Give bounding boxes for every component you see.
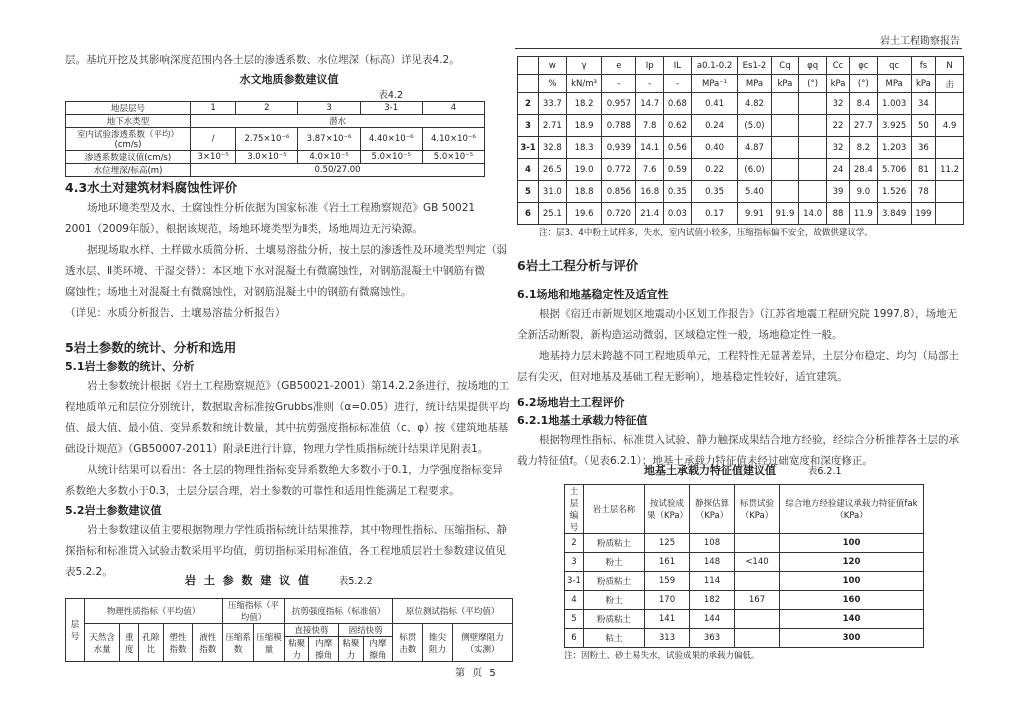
section-5 [65,338,513,583]
table-cell: 0.35 [691,181,738,203]
table-cell: kN/m³ [566,75,602,93]
table-row [518,137,964,159]
table-cell: IL [664,57,692,75]
table-cell: N [936,57,964,75]
table-row [66,115,485,128]
table-cell: 0.41 [691,93,738,115]
table-cell: 水位埋深/标高(m) [66,164,191,177]
table-cell [936,203,964,225]
table-cell: 渗透系数建议值(cm/s) [66,151,191,164]
table-cell: 3.849 [877,203,911,225]
table-row [518,203,964,225]
table-row [66,164,485,177]
table-cell: 32.8 [539,137,567,159]
table-cell [936,93,964,115]
paragraph: 岩土参数统计根据《岩土工程勘察规范》（GB50021-2001）第14.2.2条进行，按场地的工程地质单元和层位分别统计，数据取舍标准按Grubbs准则（α=0.05）进行，统计结果提供平均值、最大值、最小值、变异系数和统计数量，其中抗剪强度指标标准值（c、φ）按《建筑地基基础设计规范》（GB50007-2011）附录E进行计算，物理力学性质指标统计结果详见附表1。 [65,380,510,455]
table-cell [799,93,827,115]
table-cell: 6 [518,203,539,225]
table-cell: 120 [780,553,924,572]
paragraph: 透水层、Ⅱ类环境、干湿交替）：本区地下水对混凝土有微腐蚀性，对钢筋混凝土中钢筋有微 [65,265,485,277]
table-cell: φq [799,57,827,75]
table-cell: 170 [645,591,690,610]
table-cell: 锥尖阻力 [423,624,453,662]
table-cell: 32 [827,93,850,115]
table-cell: 0.24 [691,115,738,137]
table-cell: 压缩系数 [223,624,254,662]
table-cell: 6 [565,629,584,648]
table-cell: fs [911,57,936,75]
table-cell: 159 [645,572,690,591]
table-cell: 9.91 [738,203,771,225]
table-cell: 167 [735,591,780,610]
table-cell: - [602,75,636,93]
table-cell: 161 [645,553,690,572]
table-cell: 静探估算（KPa） [690,485,735,534]
table-cell: 11.9 [850,203,878,225]
table-cell: 14.7 [636,93,664,115]
table-cell: 78 [911,181,936,203]
table-cell: 0.957 [602,93,636,115]
table-cell: 粉质粘土 [584,534,645,553]
table-cell: 4 [518,159,539,181]
table-row [518,159,964,181]
table-cell: 粘聚力 [339,637,363,662]
table-cell: 天然含水量 [85,624,120,662]
table-cell: 182 [690,591,735,610]
paragraph: 根据《宿迁市新规划区地震动小区划工作报告》（江苏省地震工程研究院 1997.8），场地无全新活动断裂，新构造运动微弱，区域稳定性一般，场地稳定性一般。 [517,308,958,341]
table-cell: 114 [690,572,735,591]
table-cell: 击 [936,75,964,93]
table-cell: 2 [236,102,298,115]
table-cell: 4.0×10⁻⁵ [298,151,360,164]
table-cell: (6.0) [738,159,771,181]
table-cell: 3.925 [877,115,911,137]
table-cell: 18.3 [566,137,602,159]
section-6-2-1-title: 6.2.1地基土承载力特征值 [517,414,648,427]
table-cell: a0.1-0.2 [691,57,738,75]
table-5-2-2-title [65,572,513,588]
table-cell [735,629,780,648]
table-row [565,485,924,534]
table-cell: 地下水类型 [66,115,191,128]
table-4-2-block [65,71,513,177]
table-cell: MPa⁻¹ [691,75,738,93]
table-cell: 100 [780,534,924,553]
table-cell: 4.40×10⁻⁶ [360,128,422,151]
table-cell: 塑性指数 [163,624,193,662]
table-cell: 层号 [66,599,85,662]
table-cell: - [664,75,692,93]
table-cell: 0.939 [602,137,636,159]
intro-line: 层。基坑开挖及其影响深度范围内各土层的渗透系数、水位埋深（标高）详见表4.2。 [65,54,460,66]
table-cell: Es1-2 [738,57,771,75]
table-cell: 300 [780,629,924,648]
table-cell: 100 [780,572,924,591]
table-5-2-2-header [65,598,513,662]
table-4-2-number: 表4.2 [378,90,403,101]
table-5-2-2-block [65,572,513,662]
table-cell: 363 [690,629,735,648]
table-row [565,572,924,591]
table-cell: 标贯击数 [393,624,423,662]
table-cell: 140 [780,610,924,629]
table-cell: 4 [565,591,584,610]
table-cell: 3 [518,115,539,137]
table-cell: Cq [771,57,799,75]
table-6-2-1 [564,484,924,648]
table-cell: 液性指数 [193,624,223,662]
table-cell: 31.0 [539,181,567,203]
table-row [66,624,513,637]
table-cell: 0.40 [691,137,738,159]
table-5-2-2-title-text: 岩 土 参 数 建 议 值 [185,574,311,587]
table-cell: 16.8 [636,181,664,203]
paragraph: 岩土参数建议值主要根据物理力学性质指标统计结果推荐，其中物理性指标、压缩指标、静探指标和标准贯入试验击数采用平均值，剪切指标采用标准值，各工程地质层岩土参数建议值见表5.2.2。 [65,524,507,578]
paragraph: 腐蚀性；场地土对混凝土有微腐蚀性，对钢筋混凝土中的钢筋有微腐蚀性。 [65,286,412,298]
table-6-2-1-body [565,534,924,648]
table-cell: 粘聚力 [284,637,308,662]
table-row [518,75,964,93]
table-cell: 潜水 [191,115,485,128]
paragraph: 据现场取水样、土样做水质简分析、土壤易溶盐分析，按土层的渗透性及环境类型判定（弱 [87,244,507,256]
section-5-title: 5岩土参数的统计、分析和选用 [65,340,237,355]
table-cell: 侧壁摩阻力（实测） [452,624,512,662]
table-cell: 50 [911,115,936,137]
table-cell: / [191,128,236,151]
table-cell: <140 [735,553,780,572]
table-cell: kPa [827,75,850,93]
table-cell: φc [850,57,878,75]
table-cell: 5 [518,181,539,203]
table-cell: 标贯试验（KPa） [735,485,780,534]
table-cell: 4.87 [738,137,771,159]
table-cell: 5.0×10⁻⁵ [360,151,422,164]
table-cell: (°) [850,75,878,93]
table-row [565,591,924,610]
table-cell: 3×10⁻⁵ [191,151,236,164]
table-cell: 0.50/27.00 [191,164,485,177]
table-cell: 32 [827,137,850,159]
table-cell: 21.4 [636,203,664,225]
table-cell: 内摩擦角 [363,637,393,662]
table-cell: 36 [911,137,936,159]
table-cell: w [539,57,567,75]
table-5-2-2-values [517,56,964,225]
table-cell: 固结快剪 [339,624,393,637]
table-cell: 0.720 [602,203,636,225]
table-cell: qc [877,57,911,75]
table-cell: Cc [827,57,850,75]
table-cell: MPa [738,75,771,93]
table-cell: 粘土 [584,629,645,648]
table-cell: MPa [877,75,911,93]
table-cell: 199 [911,203,936,225]
table-cell: 26.5 [539,159,567,181]
table-cell: 0.22 [691,159,738,181]
table-cell: 125 [645,534,690,553]
table-cell: 8.2 [850,137,878,159]
table-cell: 4.82 [738,93,771,115]
table-cell: 81 [911,159,936,181]
table-cell: 5.706 [877,159,911,181]
table-cell: 19.0 [566,159,602,181]
table-cell: 33.7 [539,93,567,115]
table-cell: 5 [565,610,584,629]
table-cell: 0.772 [602,159,636,181]
table-cell [518,75,539,93]
table-cell: 3-1 [360,102,422,115]
table-cell: 3.87×10⁻⁶ [298,128,360,151]
table-cell: 8.4 [850,93,878,115]
table-cell [771,115,799,137]
table-cell: 3.0×10⁻⁵ [236,151,298,164]
table-cell: 88 [827,203,850,225]
table-cell: 内摩擦角 [309,637,339,662]
page-footer: 第 页 5 [455,668,498,679]
table-cell: 18.9 [566,115,602,137]
table-cell: kPa [771,75,799,93]
table-cell: 9.0 [850,181,878,203]
table-cell: 0.03 [664,203,692,225]
table-cell [799,137,827,159]
table-5-2-2-body [518,93,964,225]
table-5-2-2-number: 表5.2.2 [338,576,373,587]
table-cell: 重度 [120,624,139,662]
table-cell: 2.71 [539,115,567,137]
table-cell: 3 [298,102,360,115]
table-cell: 2.75×10⁻⁶ [236,128,298,151]
table-cell: 4.10×10⁻⁶ [422,128,484,151]
table-cell: 4 [422,102,484,115]
table-cell: 0.788 [602,115,636,137]
paragraph: 根据物理性指标、标准贯入试验、静力触探成果结合地方经验，经综合分析推荐各土层的承载力特征值f。（见表6.2.1）；地基土承载力特征值未经过础宽度和深度修正。 [517,434,959,467]
section-6-2-title: 6.2场地岩土工程评价 [517,396,625,409]
section-5-2-title: 5.2岩土参数建议值 [65,504,162,517]
table-cell: 0.35 [664,181,692,203]
table-cell: 2 [565,534,584,553]
section-6-1-title: 6.1场地和地基稳定性及适宜性 [517,288,669,301]
table-cell: 4.9 [936,115,964,137]
table-cell: 土层编号 [565,485,584,534]
table-cell: % [539,75,567,93]
report-header-title: 岩土工程勘察报告 [880,36,960,47]
section-6-title: 6岩土工程分析与评价 [517,258,639,273]
table-cell: 1.203 [877,137,911,159]
table-cell: 地层层号 [66,102,191,115]
table-cell: 0.56 [664,137,692,159]
table-cell: 22 [827,115,850,137]
table-cell: 28.4 [850,159,878,181]
table-cell: 14.1 [636,137,664,159]
table-cell [735,572,780,591]
table-cell: 岩土层名称 [584,485,645,534]
table-cell: 原位测试指标（平均值） [393,599,513,624]
table-cell: 27.7 [850,115,878,137]
paragraph: 2001（2009年版），根据该规范，场地环境类型为Ⅱ类，场地周边无污染源。 [65,223,423,235]
table-6-2-1-title-text: 地基土承载力特征值建议值 [644,464,776,477]
table-row [565,534,924,553]
table-5-2-2-note: 注：层3、4中粉土试样多，失水，室内试值小较多，压缩指标偏不安全，故做供建议学。 [539,228,873,238]
table-cell: 3-1 [565,572,584,591]
table-cell: 25.1 [539,203,567,225]
table-cell: 粉土 [584,553,645,572]
table-cell: 7.6 [636,159,664,181]
table-cell: 39 [827,181,850,203]
table-cell: 19.6 [566,203,602,225]
table-row [518,57,964,75]
table-cell: 91.9 [771,203,799,225]
table-cell: 粉质粘土 [584,610,645,629]
table-cell: Ip [636,57,664,75]
table-cell: 18.2 [566,93,602,115]
table-cell: 孔隙比 [139,624,163,662]
table-cell: 18.8 [566,181,602,203]
header-rule [515,48,962,49]
table-cell [771,93,799,115]
section-6 [517,256,964,472]
table-6-2-1-title [564,462,924,478]
table-cell: 0.856 [602,181,636,203]
table-cell: 14.0 [799,203,827,225]
table-cell: 3-1 [518,137,539,159]
section-4-3 [65,178,513,324]
table-row [565,553,924,572]
table-cell: 160 [780,591,924,610]
table-cell: 108 [690,534,735,553]
table-row [518,181,964,203]
table-cell: 压缩指标（平均值） [223,599,285,624]
table-cell: 1 [191,102,236,115]
table-cell: 5.40 [738,181,771,203]
table-row [518,93,964,115]
table-cell [799,181,827,203]
table-cell: 综合地方经验建议承载力特征值fak（KPa） [780,485,924,534]
table-cell: γ [566,57,602,75]
table-row [66,599,513,624]
table-cell: 24 [827,159,850,181]
table-cell: 11.2 [936,159,964,181]
paragraph: 从统计结果可以看出：各土层的物理性指标变异系数绝大多数小于0.1，力学强度指标变异系数绝大多数小于0.3，土层分层合理，岩土参数的可靠性和适用性能满足工程要求。 [65,464,503,497]
table-cell: 7.8 [636,115,664,137]
table-4-2-title: 水文地质参数建议值 [239,73,339,86]
table-cell: (5.0) [738,115,771,137]
table-cell: 5.0×10⁻⁵ [422,151,484,164]
paragraph: （详见：水质分析报告、土壤易溶盐分析报告） [65,307,286,319]
table-cell: kPa [911,75,936,93]
table-cell: 抗剪强度指标（标准值） [284,599,392,624]
table-cell: (°) [799,75,827,93]
table-cell: 室内试验渗透系数（平均）(cm/s) [66,128,191,151]
table-row [66,128,485,151]
table-cell [936,181,964,203]
table-cell: 0.68 [664,93,692,115]
paragraph: 地基持力层未跨越不同工程地质单元，工程特性无显著差异，土层分布稳定、均匀（局部土层有尖灭，但对地基及基础工程无影响），地基稳定性较好，适宜建筑。 [517,350,959,383]
table-cell [799,159,827,181]
table-cell: 2 [518,93,539,115]
table-cell [771,181,799,203]
table-cell: 粉质粘土 [584,572,645,591]
table-6-2-1-block [564,462,924,661]
table-row [518,115,964,137]
table-cell [518,57,539,75]
table-cell [799,115,827,137]
table-cell: 按试验成果（KPa） [645,485,690,534]
table-cell: 0.17 [691,203,738,225]
table-cell: 物理性质指标（平均值） [85,599,223,624]
table-row [565,610,924,629]
table-cell: 直接快剪 [284,624,338,637]
table-cell: e [602,57,636,75]
table-cell [771,137,799,159]
table-cell [735,534,780,553]
table-row [565,629,924,648]
table-cell: 144 [690,610,735,629]
table-cell: 3 [565,553,584,572]
table-cell: 压缩模量 [254,624,285,662]
table-6-2-1-note: 注：因粉土、砂土易失水，试验成果的承载力偏低。 [564,651,760,661]
table-cell: 34 [911,93,936,115]
table-cell: 0.62 [664,115,692,137]
table-row [66,151,485,164]
table-cell: 1.526 [877,181,911,203]
table-cell: 1.003 [877,93,911,115]
table-cell: 313 [645,629,690,648]
paragraph: 场地环境类型及水、土腐蚀性分析依据为国家标准《岩土工程勘察规范》GB 50021 [87,202,476,214]
section-5-1-title: 5.1岩土参数的统计、分析 [65,360,195,373]
table-6-2-1-number: 表6.2.1 [807,466,842,477]
table-row [66,102,485,115]
section-4-3-title: 4.3水土对建筑材料腐蚀性评价 [65,180,238,195]
table-cell: 0.59 [664,159,692,181]
table-cell [936,137,964,159]
table-cell: 148 [690,553,735,572]
table-cell: 粉土 [584,591,645,610]
table-4-2 [65,101,485,177]
table-cell: 141 [645,610,690,629]
table-cell: - [636,75,664,93]
table-5-2-2-continued [517,56,964,238]
table-cell [771,159,799,181]
table-cell [735,610,780,629]
